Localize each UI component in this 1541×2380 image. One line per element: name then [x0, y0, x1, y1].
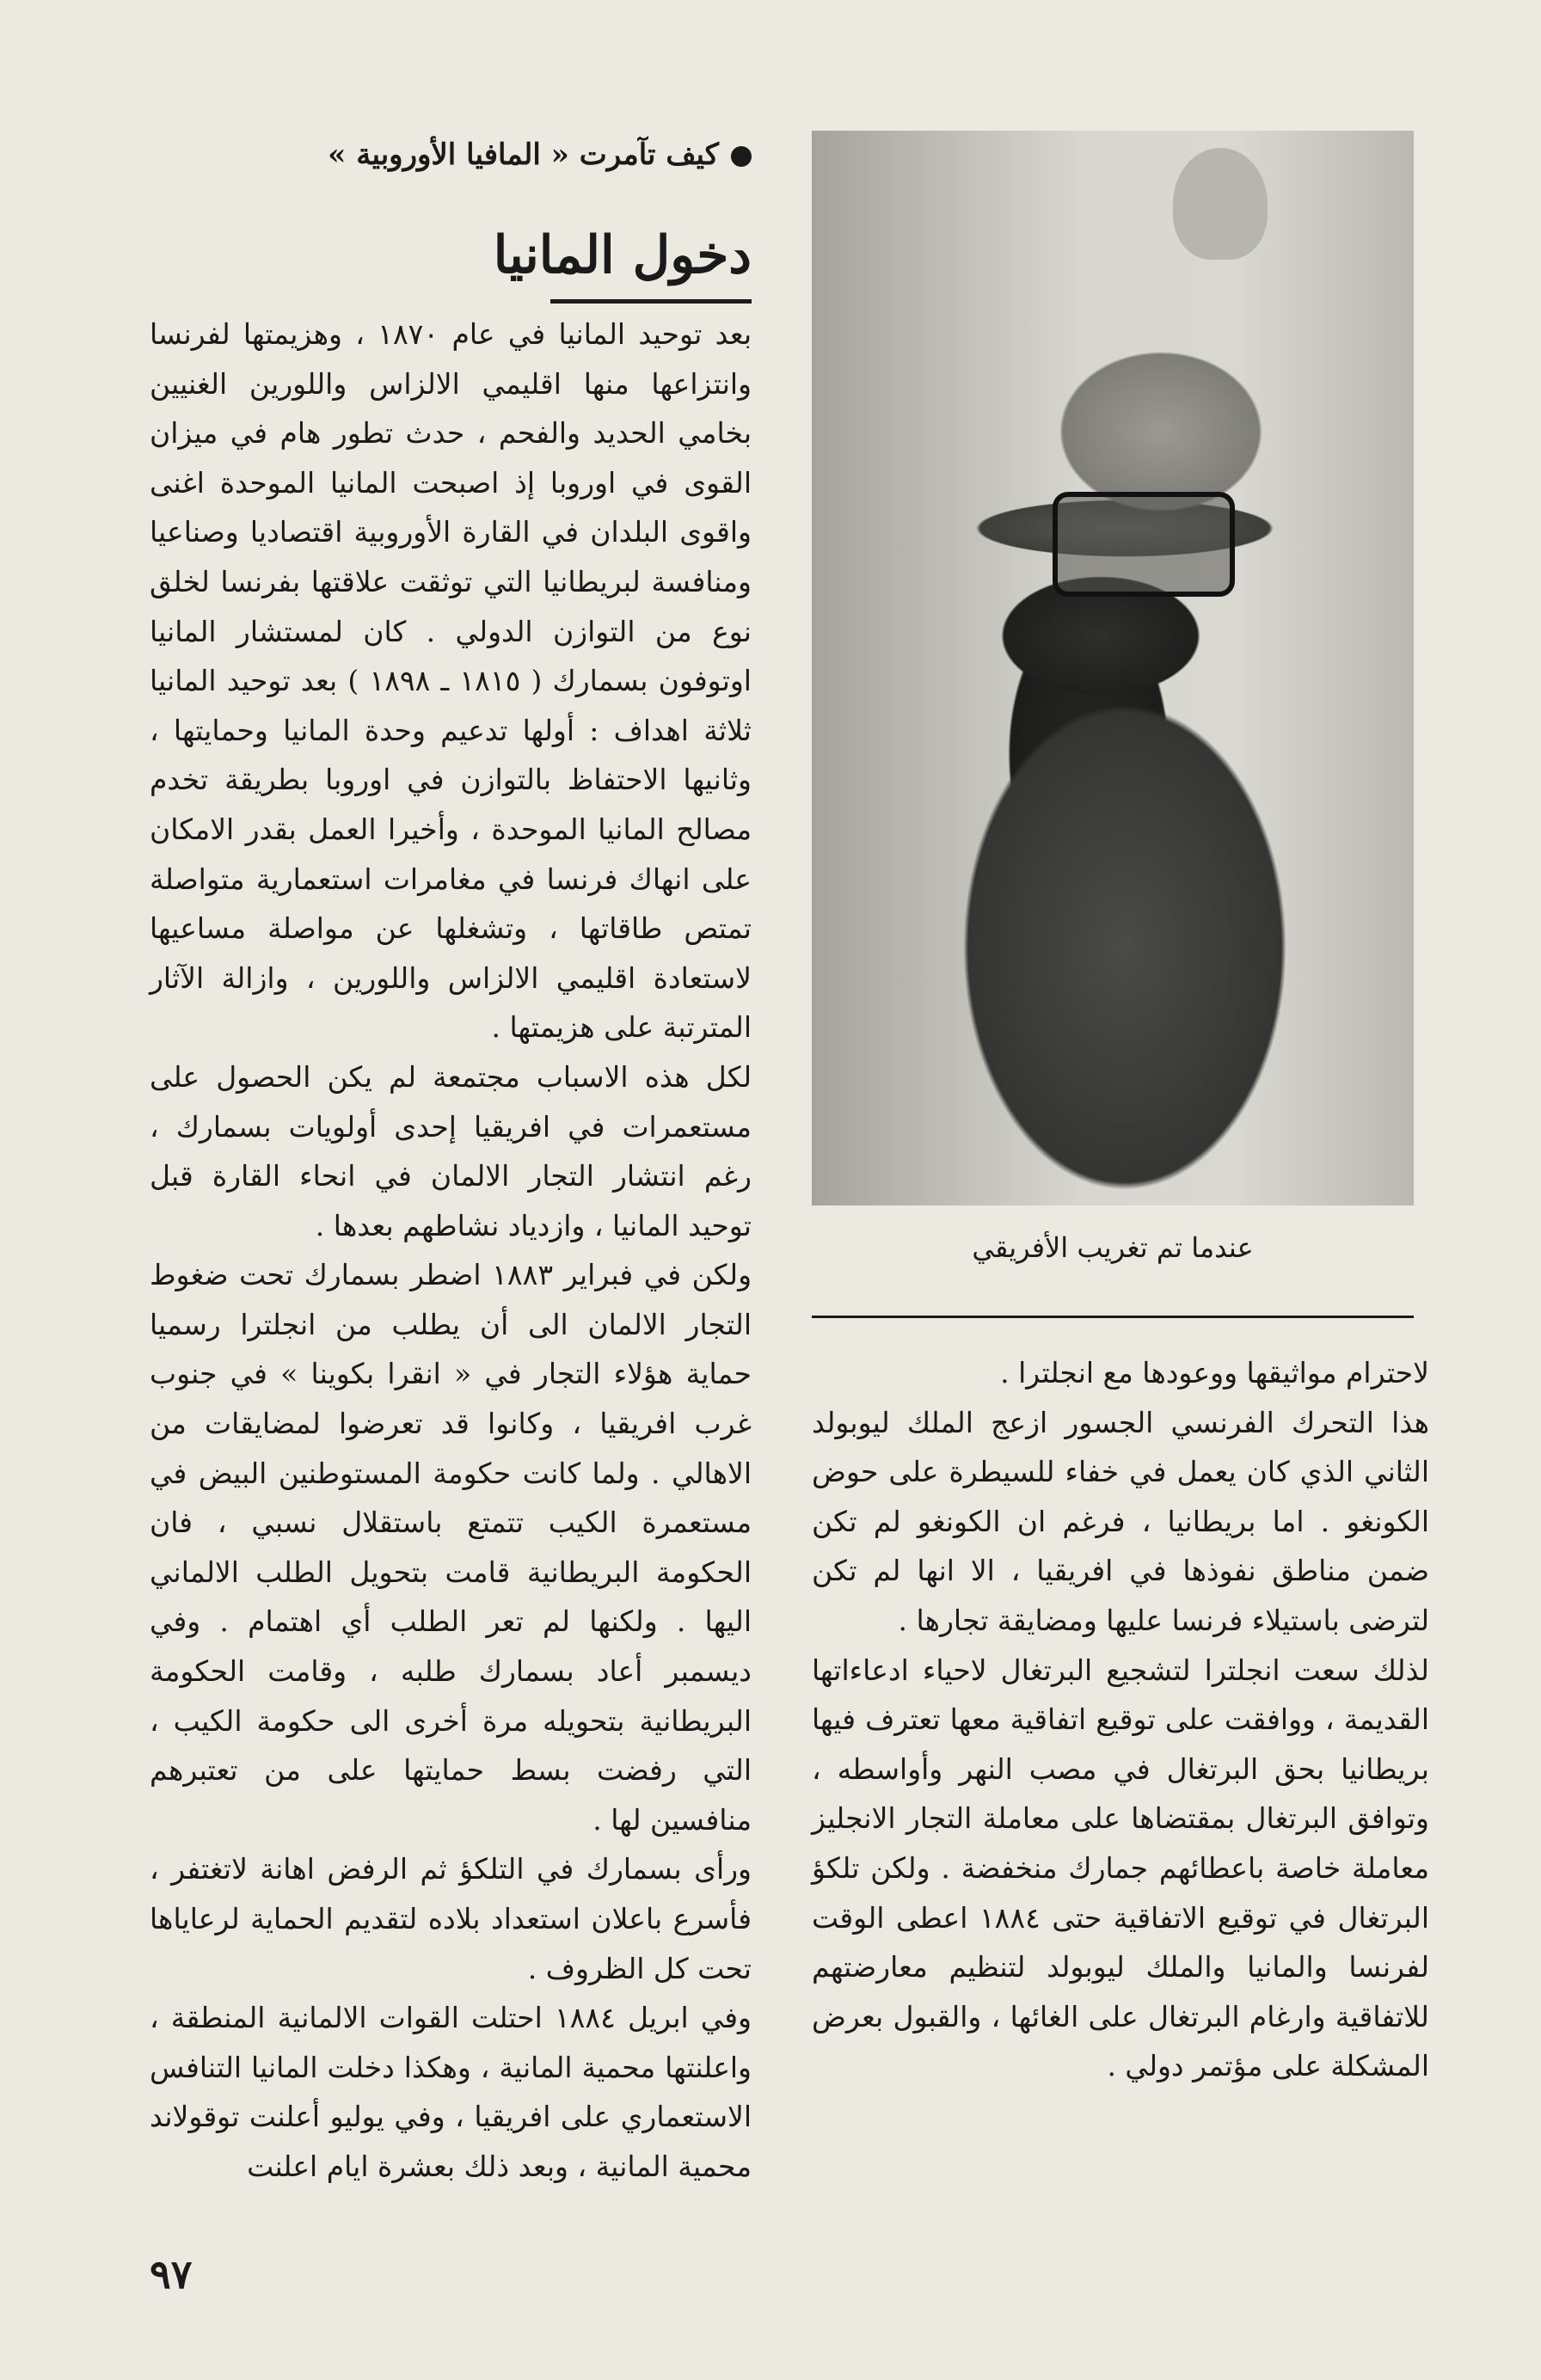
section-title: دخول المانيا: [493, 225, 752, 285]
paragraph: لكل هذه الاسباب مجتمعة لم يكن الحصول على مستعمرات في افريقيا إحدى أولويات بسمارك ، رغم انتشار التجار الالمان في انحاء القارة قبل توحيد المانيا ، وازدياد نشاطهم بعدها .: [150, 1059, 752, 1242]
right-text-column: [150, 310, 752, 2227]
eyeglasses: [1053, 492, 1235, 597]
bullet-icon: [731, 146, 752, 167]
paragraph: هذا التحرك الفرنسي الجسور ازعج الملك ليوبولد الثاني الذي كان يعمل في خفاء للسيطرة على حوض الكونغو . اما بريطانيا ، فرغم ان الكونغو لم تكن ضمن مناطق نفوذها في افريقيا ، الا انها لم تكن لترضى باستيلاء فرنسا عليها ومضايقة تجارها .: [812, 1405, 1429, 1637]
page-number: ٩٧: [150, 2251, 193, 2297]
paragraph: ورأى بسمارك في التلكؤ ثم الرفض اهانة لاتغتفر ، فأسرع باعلان استعداد بلاده لتقديم الحماية لرعاياها تحت كل الظروف .: [150, 1852, 752, 1985]
running-title: كيف تآمرت « المافيا الأوروبية »: [328, 138, 719, 172]
column-divider: [812, 1316, 1414, 1318]
photo-caption: عندما تم تغريب الأفريقي: [972, 1231, 1254, 1264]
title-underline: [550, 299, 752, 304]
paragraph: بعد توحيد المانيا في عام ١٨٧٠ ، وهزيمتها لفرنسا وانتزاعها منها اقليمي الالزاس واللورين الغنيين بخامي الحديد والفحم ، حدث تطور هام في ميزان القوى في اوروبا إذ اصبحت المانيا الموحدة اغنى واقوى البلدان في القارة الأوروبية اقتصاديا وصناعيا ومنافسة لبريطانيا التي توثقت علاقتها بفرنسا لخلق نوع من التوازن الدولي . كان لمستشار المانيا اوتوفون بسمارك ( ١٨١٥ ـ ١٨٩٨ ) بعد توحيد المانيا ثلاثة اهداف : أولها تدعيم وحدة المانيا وحمايتها ، وثانيها الاحتفاظ بالتوازن في اوروبا بطريقة تخدم مصالح المانيا الموحدة ، وأخيرا العمل بقدر الامكان على انهاك فرنسا في مغامرات استعمارية متواصلة تمتص طاقاتها ، وتشغلها عن مواصلة مساعيها لاستعادة اقليمي الالزاس واللورين ، وازالة الآثار المترتبة على هزيمتها .: [150, 317, 752, 1045]
left-text-column: [812, 1348, 1429, 2208]
running-header: [201, 138, 752, 172]
paragraph: ولكن في فبراير ١٨٨٣ اضطر بسمارك تحت ضغوط التجار الالمان الى أن يطلب من انجلترا رسميا حماية هؤلاء التجار في « انقرا بكوينا » في جنوب غرب افريقيا ، وكانوا قد تعرضوا لمضايقات من الاهالي . ولما كانت حكومة المستوطنين البيض في مستعمرة الكيب تتمتع باستقلال نسبي ، فان الحكومة البريطانية قامت بتحويل الطلب الالماني اليها . ولكنها لم تعر الطلب أي اهتمام . وفي ديسمبر أعاد بسمارك طلبه ، وقامت الحكومة البريطانية بتحويله مرة أخرى الى حكومة الكيب ، التي رفضت بسط حمايتها على من تعتبرهم منافسين لها .: [150, 1258, 752, 1837]
paragraph: وفي ابريل ١٨٨٤ احتلت القوات الالمانية المنطقة ، واعلنتها محمية المانية ، وهكذا دخلت المانيا التنافس الاستعماري على افريقيا ، وفي يوليو أعلنت توقولاند محمية المانية ، وبعد ذلك بعشرة ايام اعلنت: [150, 2001, 752, 2183]
paragraph: لاحترام مواثيقها ووعودها مع انجلترا .: [1000, 1356, 1429, 1389]
african-man-photo: [812, 131, 1414, 1205]
hat-knot: [1173, 148, 1268, 260]
paragraph: لذلك سعت انجلترا لتشجيع البرتغال لاحياء ادعاءاتها القديمة ، ووافقت على توقيع اتفاقية معها تعترف فيها بريطانيا بحق البرتغال في مصب النهر وأواسطه ، وتوافق البرتغال بمقتضاها على معاملة التجار الانجليز معاملة خاصة باعطائهم جمارك منخفضة . ولكن تلكؤ البرتغال في توقيع الاتفاقية حتى ١٨٨٤ اعطى الوقت لفرنسا والمانيا والملك ليوبولد لتنظيم معارضتهم للاتفاقية وارغام البرتغال على الغائها ، والقبول بعرض المشكلة على مؤتمر دولي .: [812, 1653, 1430, 2083]
